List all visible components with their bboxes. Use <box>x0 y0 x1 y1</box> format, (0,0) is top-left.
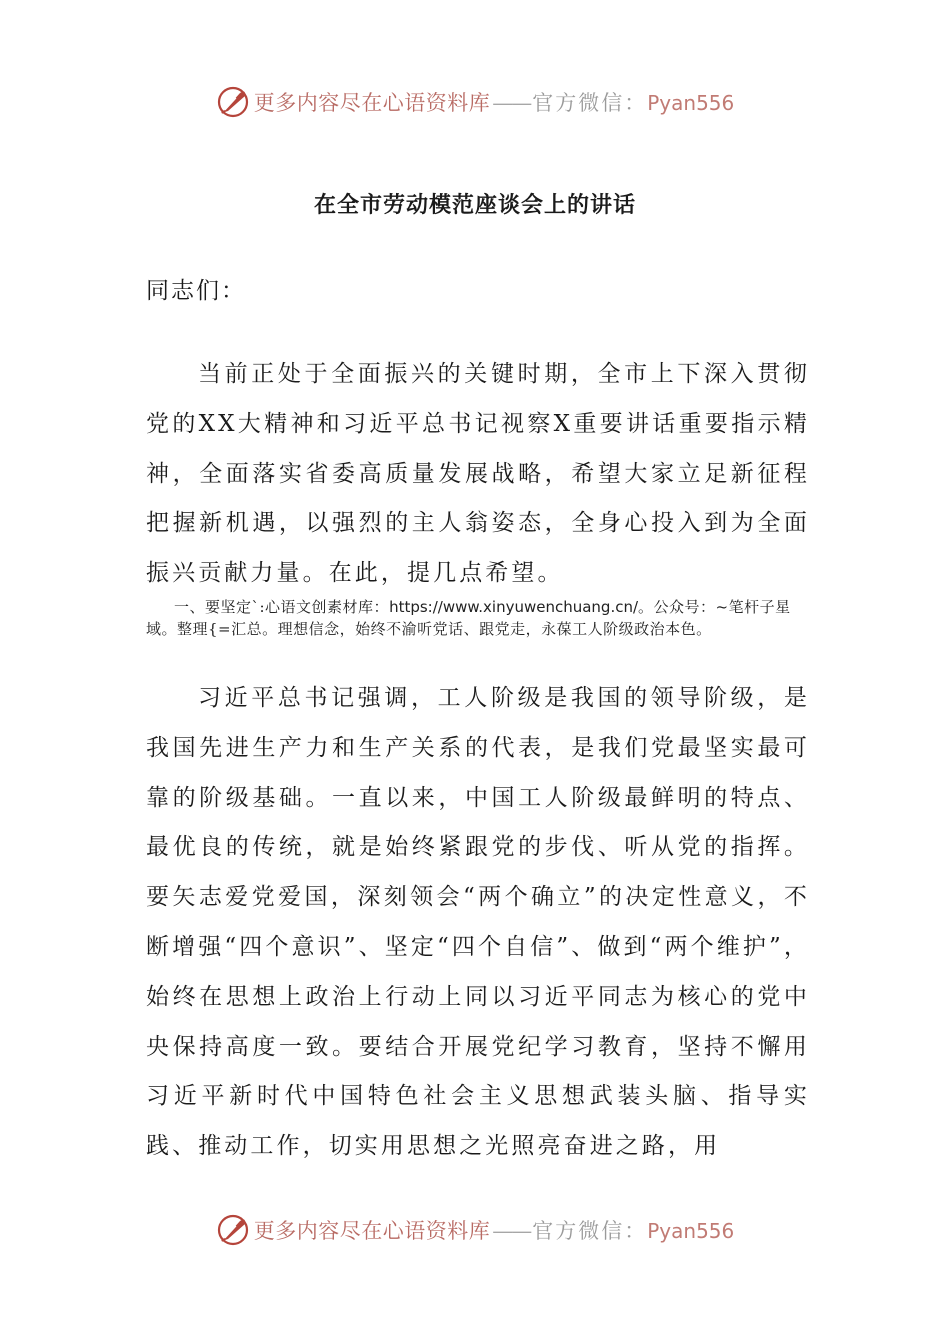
banner-main-text: 更多内容尽在心语资料库 <box>253 1219 491 1243</box>
quill-logo-icon <box>216 1213 250 1247</box>
source-url: https://www.xinyuwenchuang.cn/ <box>389 598 639 616</box>
header-banner <box>0 82 950 122</box>
section-heading-prefix: 一、要坚定`:心语文创素材库： <box>174 598 390 616</box>
section-heading-1 <box>146 597 816 640</box>
paragraph-1: 当前正处于全面振兴的关键时期，全市上下深入贯彻党的XX大精神和习近平总书记视察X重要讲话重要指示精神，全面落实省委高质量发展战略，希望大家立足新征程把握新机遇，以强烈的主人翁姿态，全身心投入到为全面振兴贡献力量。在此，提几点希望。 <box>146 361 810 587</box>
banner-official-label: 官方微信： <box>532 1219 648 1243</box>
banner-main-text: 更多内容尽在心语资料库 <box>253 91 491 115</box>
banner-text <box>254 87 735 117</box>
paragraph-2: 习近平总书记强调，工人阶级是我国的领导阶级，是我国先进生产力和生产关系的代表，是我们党最坚实最可靠的阶级基础。一直以来，中国工人阶级最鲜明的特点、最优良的传统，就是始终紧跟党的步伐、听从党的指挥。要矢志爱党爱国，深刻领会“两个确立”的决定性意义，不断增强“四个意识”、坚定“四个自信”、做到“两个维护”，始终在思想上政治上行动上同以习近平同志为核心的党中央保持高度一致。要结合开展党纪学习教育，坚持不懈用习近平新时代中国特色社会主义思想武装头脑、指导实践、推动工作，切实用思想之光照亮奋进之路，用 <box>146 685 810 1160</box>
document-title: 在全市劳动模范座谈会上的讲话 <box>313 192 636 218</box>
footer-banner <box>0 1210 950 1250</box>
section-heading-suffix: 。公众号：~笔杆子星域。整理{=汇总。理想信念，始终不渝听党话、跟党走，永葆工人阶级政治本色。 <box>146 598 791 638</box>
greeting: 同志们： <box>146 278 246 304</box>
banner-separator: —— <box>492 1219 531 1243</box>
banner-official-label: 官方微信： <box>532 91 648 115</box>
quill-logo-icon <box>216 85 250 119</box>
banner-account-id: Pyan556 <box>647 1219 735 1243</box>
banner-account-id: Pyan556 <box>647 91 735 115</box>
banner-separator: —— <box>492 91 531 115</box>
banner-text <box>254 1215 735 1245</box>
